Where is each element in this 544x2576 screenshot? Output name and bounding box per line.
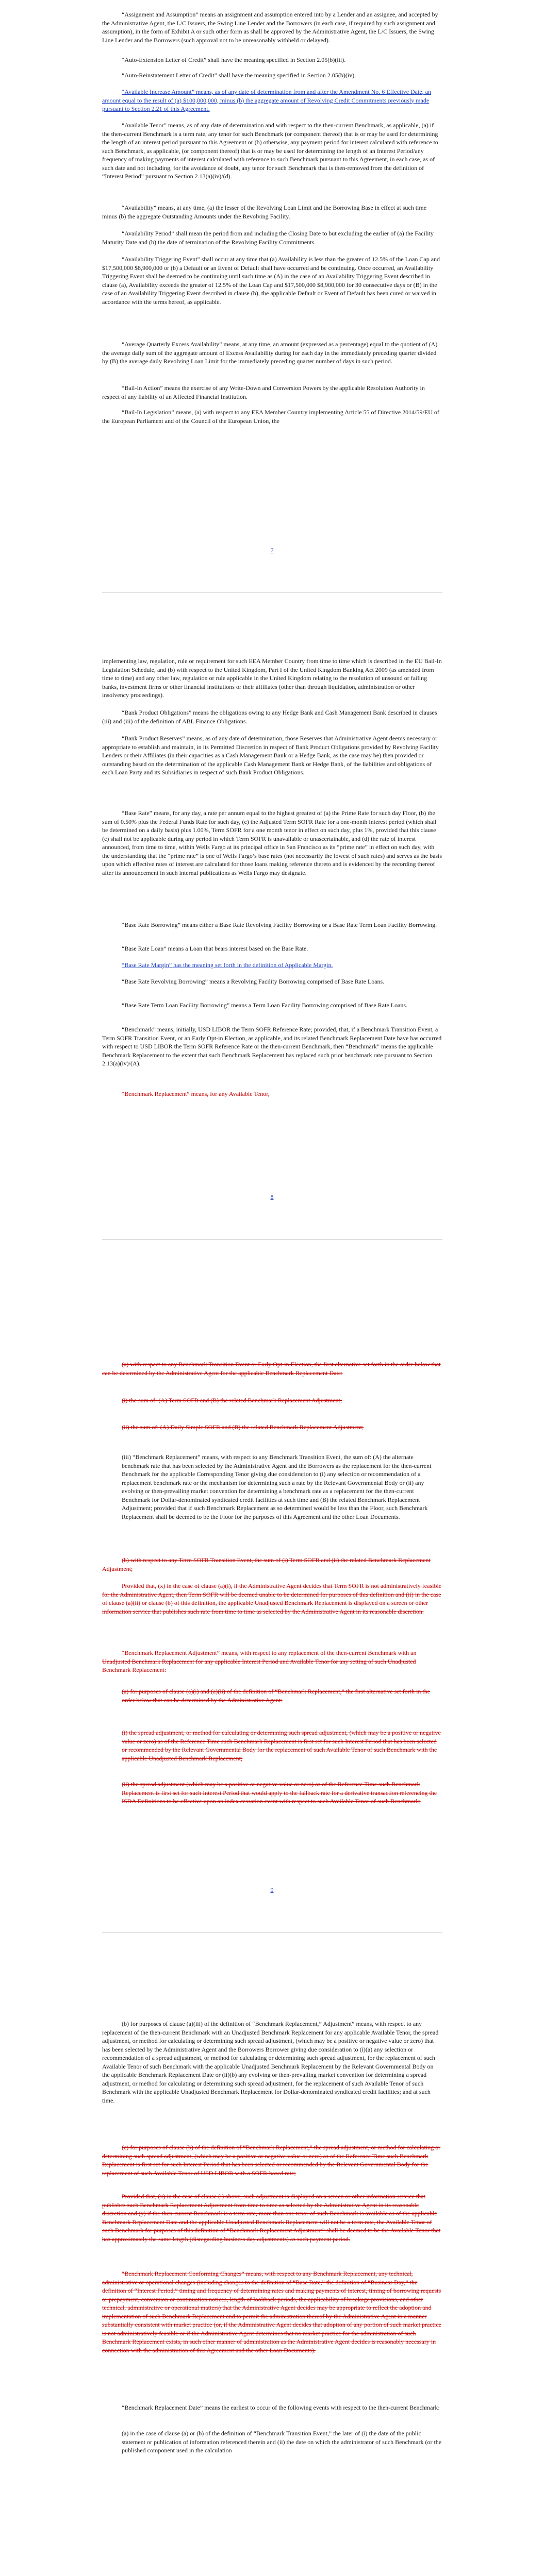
benchmark-replacement-proviso: Provided that, (x) in the case of clause (a)(i), if the Administrative Agent decides that Term SOFR is not administratively feasible for the Administrative Agent, then Term SOFR will be deemed unable to be determined for purposes of this definition and (ii) in the case of clause (a)(ii) or clause (b) of this definition, the applicable Unadjusted Benchmark Replacement is displayed on a screen or other information service that publishes such rate from time to time as selected by the Administrative Agent in its reasonable discretion. [102, 1582, 442, 1615]
replacement-date-clause-a: (a) in the case of clause (a) or (b) of the definition of “Benchmark Transition Event,” the later of (i) the date of the public statement or publication of information referenced therein and (ii) the date on which the administrator of such Benchmark (or the published component used in the calculation [122, 2430, 442, 2454]
def-bank-product-obligations: “Bank Product Obligations” means the obligations owing to any Hedge Bank and Cash Management Bank described in clauses (iii) and (iii) of the definition of ABL Finance Obligations. [102, 709, 437, 725]
def-benchmark-replacement-date: “Benchmark Replacement Date” means the earliest to occur of the following events with respect to the then-current Benchmark: [122, 2404, 440, 2411]
def-bail-in-legislation: “Bail-In Legislation” means, (a) with respect to any EEA Member Country implementing Article 55 of Directive 2014/59/EU of the European Parliament and of the Council of the European Union, the [102, 409, 439, 425]
def-available-increase-amount: “Available Increase Amount” means, as of any date of determination from and after the Amendment No. 6 Effective Date, an amount equal to the result of (a) $100,000,000, minus (b) the aggregate amount of Revolving Credit Commitments previously made pursuant to Section 2.21 of this Agreement. [102, 88, 431, 113]
def-base-rate: “Base Rate” means, for any day, a rate per annum equal to the highest greatest of (a) the Prime Rate for such day Floor, (b) the sum of 0.50% plus the Federal Funds Rate for such day, (c) the Adjusted Term SOFR Rate for a one-month interest period (which shall be determined on a daily basis) plus 1.00%, Term SOFR for a one month tenor in effect on such day, plus 1%, provided that this clause (c) shall not be applicable during any period in which Term SOFR is unavailable or unascertainable, and (d) the rate of interest announced, from time to time, within Wells Fargo at its principal office in San Francisco as its “prime rate” in effect on such day, with the understanding that the “prime rate” is one of Wells Fargo’s base rates (not necessarily the lowest of such rates) and serves as the basis upon which effective rates of interest are calculated for those loans making reference thereto and is evidenced by the recording thereof after its announcement in such internal publications as Wells Fargo may designate. [102, 809, 442, 876]
def-available-tenor: “Available Tenor” means, as of any date of determination and with respect to the then-current Benchmark, as applicable, (a) if the then-current Benchmark is a term rate, any tenor for such Benchmark (or component thereof) that is or may be used for determining the length of an interest period pursuant to this Agreement or (b) otherwise, any payment period for interest calculated with reference to such Benchmark, as applicable, (or component thereof) that is or may be used for determining the length of an Interest Period/any frequency of making payments of interest calculated with reference to such Benchmark pursuant to this Agreement, in each case, as of such date and not including, for the avoidance of doubt, any tenor for such Benchmark that is then-removed from the definition of “Interest Period” pursuant to Section 2.13(a)(iv)/(d). [102, 122, 438, 180]
def-bail-in-action: “Bail-In Action” means the exercise of any Write-Down and Conversion Powers by the applicable Resolution Authority in respect of any liability of an Affected Financial Institution. [102, 384, 425, 400]
def-assignment-and-assumption: “Assignment and Assumption” means an assignment and assumption entered into by a Lender and an assignee, and accepted by the Administrative Agent, the L/C Issuers, the Swing Line Lender and the Borrowers (in each case, if required by such assignment and assumption), in the form of Exhibit A or such other form as shall be approved by the Administrative Agent, the L/C Issuers, the Swing Line Lender and the Borrowers (such approval not to be unreasonably withheld or delayed). [102, 11, 438, 44]
page-number: 9 [270, 1886, 274, 1893]
def-base-rate-borrowing: “Base Rate Borrowing” means either a Base Rate Revolving Facility Borrowing or a Base Rate Term Loan Facility Borrowing. [122, 921, 437, 928]
benchmark-replacement-clause-a-i: (i) the sum of: (A) Term SOFR and (B) the related Benchmark Replacement Adjustment; [122, 1397, 342, 1404]
page-number: 7 [270, 547, 274, 554]
adjustment-clause-c: (c) for purposes of clause (b) of the definition of “Benchmark Replacement,” the spread adjustment, or method for calculating or determining such spread adjustment, (which may be a positive or negative value or zero) as of the Reference Time such Benchmark Replacement is first set for such Interest Period that has been selected or recommended by the Relevant Governmental Body for the replacement of such Available Tenor of USD LIBOR with a SOFR-based rate; [102, 2144, 441, 2177]
def-base-rate-term-loan-borrowing: “Base Rate Term Loan Facility Borrowing” means a Term Loan Facility Borrowing comprised of Base Rate Loans. [122, 1002, 408, 1009]
page-number: 8 [270, 1193, 274, 1200]
page-divider [102, 1239, 442, 1240]
benchmark-replacement-clause-b: (b) with respect to any Term SOFR Transition Event, the sum of (i) Term SOFR and (ii) the related Benchmark Replacement Adjustment; [102, 1556, 431, 1572]
def-base-rate-revolving-borrowing: “Base Rate Revolving Borrowing” means a Revolving Facility Borrowing comprised of Base Rate Loans. [122, 978, 385, 985]
adjustment-clause-a-i: (i) the spread adjustment, or method for calculating or determining such spread adjustment, (which may be a positive or negative value or zero) as of the Reference Time such Benchmark Replacement is first set for such Interest Period that has been selected or recommended by the Relevant Governmental Body for the replacement of such Available Tenor of such Benchmark with the applicable Unadjusted Benchmark Replacement; [122, 1729, 441, 1762]
def-auto-reinstatement-loc: “Auto-Reinstatement Letter of Credit” shall have the meaning specified in Section 2.05(b)(iv). [122, 72, 356, 79]
adjustment-clause-a: (a) for purposes of clause (a)(i) and (a)(ii) of the definition of “Benchmark Replacement,” the first alternative set forth in the order below that can be determined by the Administrative Agent: [122, 1688, 431, 1704]
benchmark-replacement-clause-a-iii: (iii) “Benchmark Replacement” means, with respect to any Benchmark Transition Event, the sum of: (A) the alternate benchmark rate that has been selected by the Administrative Agent and the Borrowers as the replacement for the then-current Benchmark for the applicable Corresponding Tenor giving due consideration to (i) any selection or recommendation of a replacement benchmark rate or the mechanism for determining such a rate by the Relevant Governmental Body or (ii) any evolving or then-prevailing market convention for determining a benchmark rate as a replacement for the then-current Benchmark for Dollar-denominated syndicated credit facilities at such time and (B) the related Benchmark Replacement Adjustment; provided that if such Benchmark Replacement as so determined would be less than the Floor, such Benchmark Replacement shall be deemed to be the Floor for the purposes of this Agreement and the other Loan Documents. [122, 1453, 432, 1520]
def-availability-triggering-event: “Availability Triggering Event” shall occur at any time that (a) Availability is less than the greater of 12.5% of the Loan Cap and $17,500,000 $8,900,000 or (b) a Default or an Event of Default shall have occurred and be continuing. Once occurred, an Availability Triggering Event shall be deemed to be continuing until such time as (A) in the case of an Availability Triggering Event described in clause (a), Availability exceeds the greater of 12.5% of the Loan Cap and $17,500,000 $8,900,000 for 30 consecutive days or (B) in the case of an Availability Triggering Event described in clause (b), the applicable Default or Event of Default has been cured or waived in accordance with the terms hereof, as applicable. [102, 256, 440, 306]
def-average-quarterly-excess-availability: “Average Quarterly Excess Availability” means, at any time, an amount (expressed as a percentage) equal to the quotient of (A) the average daily sum of the aggregate amount of Excess Availability during for each day in the immediately preceding quarter divided by (B) the average daily Revolving Loan Limit for the immediately preceding quarter number of days in such period. [102, 341, 438, 365]
page-divider [102, 1932, 442, 1933]
def-benchmark: “Benchmark” means, initially, USD LIBOR the Term SOFR Reference Rate; provided, that, if a Benchmark Transition Event, a Term SOFR Transition Event, or an Early Opt-in Election, as applicable, and its related Benchmark Replacement Date have has occurred with respect to USD LIBOR the Term SOFR Reference Rate or the then-current Benchmark, then “Benchmark” means the applicable Benchmark Replacement to the extent that such Benchmark Replacement has replaced such prior benchmark rate pursuant to Section 2.13(a)(iv)/(A). [102, 1026, 442, 1067]
adjustment-clause-b: (b) for purposes of clause (a)(iii) of the definition of “Benchmark Replacement,” Adjustment” means, with respect to any replacement of the then-current Benchmark with an Unadjusted Benchmark Replacement for any applicable Available Tenor, the spread adjustment, or method for calculating or determining such spread adjustment, (which may be a positive or negative value or zero) that has been selected by the Administrative Agent and the Borrowers Borrower giving due consideration to (i)(a) any selection or recommendation of a spread adjustment, or method for calculating or determining such spread adjustment, for the replacement of such Available Tenor of such Benchmark with the applicable Unadjusted Benchmark Replacement by the Relevant Governmental Body on the applicable Benchmark Replacement Date or (ii)(b) any evolving or then-prevailing market convention for determining a spread adjustment, or method for calculating or determining such spread adjustment, for the replacement of such Available Tenor of such Benchmark with the applicable Unadjusted Benchmark Replacement for Dollar-denominated syndicated credit facilities; and at such time. [102, 2020, 439, 2104]
def-bank-product-reserves: “Bank Product Reserves” means, as of any date of determination, those Reserves that Administrative Agent deems necessary or appropriate to establish and maintain, in its Permitted Discretion in respect of Bank Product Obligations provided by Revolving Facility Lenders or their Affiliates (in their capacities as a Cash Management Bank or a Hedge Bank, as the case may be) then provided or outstanding based on the determination of the applicable Cash Management Bank or Hedge Bank, of the liabilities and obligations of each Loan Party and its Subsidiaries in respect of such Bank Product Obligations. [102, 735, 439, 776]
def-benchmark-replacement-adjustment: “Benchmark Replacement Adjustment” means, with respect to any replacement of the then-current Benchmark with an Unadjusted Benchmark Replacement for any applicable Interest Period and Available Tenor for any setting of such Unadjusted Benchmark Replacement: [102, 1649, 417, 1674]
def-base-rate-loan: “Base Rate Loan” means a Loan that bears interest based on the Base Rate. [122, 945, 308, 952]
page-divider [102, 592, 442, 593]
adjustment-proviso: Provided that, (x) in the case of clause (i) above, such adjustment is displayed on a screen or other information service that publishes such Benchmark Replacement Adjustment from time to time as selected by the Administrative Agent in its reasonable discretion and (y) if the then-current Benchmark is a term rate, more than one tenor of such Benchmark is available as of the applicable Benchmark Replacement Date and the applicable Unadjusted Benchmark Replacement will not be a term rate, the Available Tenor of such Benchmark for purposes of this definition of “Benchmark Replacement Adjustment” shall be deemed to be the Available Tenor that has approximately the same length (disregarding business day adjustments) as such payment period. [102, 2193, 441, 2243]
def-base-rate-margin: “Base Rate Margin” has the meaning set forth in the definition of Applicable Margin. [122, 961, 333, 969]
benchmark-replacement-clause-a: (a) with respect to any Benchmark Transition Event or Early Opt-in Election, the first alternative set forth in the order below that can be determined by the Administrative Agent for the applicable Benchmark Replacement Date: [102, 1361, 441, 1377]
def-availability: “Availability” means, at any time, (a) the lesser of the Revolving Loan Limit and the Borrowing Base in effect at such time minus (b) the aggregate Outstanding Amounts under the Revolving Facility. [102, 204, 427, 220]
benchmark-replacement-clause-a-ii: (ii) the sum of: (A) Daily Simple SOFR and (B) the related Benchmark Replacement Adjustment; [122, 1423, 364, 1431]
adjustment-clause-a-ii: (ii) the spread adjustment (which may be a positive or negative value or zero) as of the Reference Time such Benchmark Replacement is first set for such Interest Period that would apply to the fallback rate for a derivative transaction referencing the ISDA Definitions to be effective upon an index cessation event with respect to such Available Tenor of such Benchmark; [122, 1781, 437, 1805]
def-availability-period: “Availability Period” shall mean the period from and including the Closing Date to but excluding the earlier of (a) the Facility Maturity Date and (b) the date of termination of the Revolving Facility Commitments. [102, 230, 434, 246]
def-benchmark-replacement-conforming-changes: “Benchmark Replacement Conforming Changes” means, with respect to any Benchmark Replacement, any technical, administrative or operational changes (including changes to the definition of “Base Rate,” the definition of “Business Day,” the definition of “Interest Period,” timing and frequency of determining rates and making payments of interest, timing of borrowing requests or prepayment, conversion or continuation notices, length of lookback periods, the applicability of breakage provisions, and other technical, administrative or operational matters) that the Administrative Agent decides may be appropriate to reflect the adoption and implementation of such Benchmark Replacement and to permit the administration thereof by the Administrative Agent in a manner substantially consistent with market practice (or, if the Administrative Agent decides that adoption of any portion of such market practice is not administratively feasible or if the Administrative Agent determines that no market practice for the administration of such Benchmark Replacement exists, in such other manner of administration as the Administrative Agent decides is reasonably necessary in connection with the administration of this Agreement and the other Loan Documents). [102, 2270, 442, 2354]
def-auto-extension-loc: “Auto-Extension Letter of Credit” shall have the meaning specified in Section 2.05(b)(iii). [122, 56, 346, 63]
bail-in-continued: implementing law, regulation, rule or requirement for such EEA Member Country from time to time which is described in the EU Bail-In Legislation Schedule, and (b) with respect to the United Kingdom, Part I of the United Kingdom Banking Act 2009 (as amended from time to time) and any other law, regulation or rule applicable in the United Kingdom relating to the resolution of unsound or failing banks, investment firms or other financial institutions or their affiliates (other than through liquidation, administration or other insolvency proceedings). [102, 657, 442, 699]
def-benchmark-replacement: “Benchmark Replacement” means, for any Available Tenor, [122, 1090, 270, 1097]
